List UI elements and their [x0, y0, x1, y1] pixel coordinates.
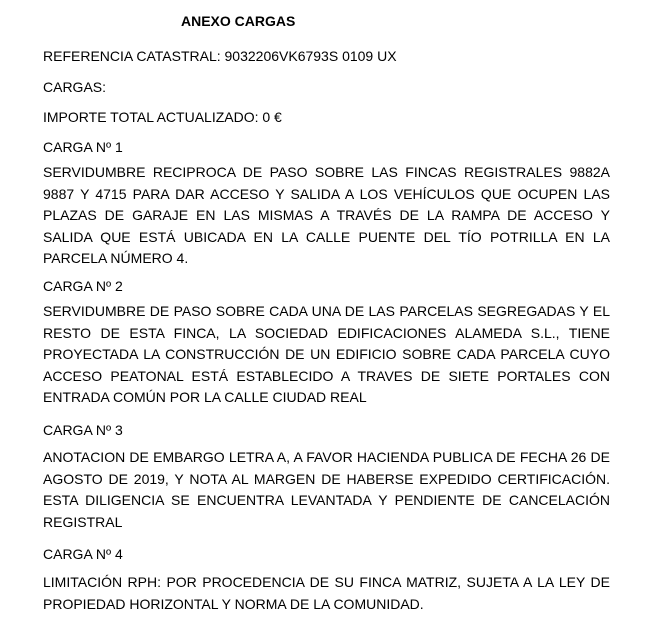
carga-4-heading: CARGA Nº 4	[43, 546, 123, 562]
carga-3-text: ANOTACION DE EMBARGO LETRA A, A FAVOR HACIENDA PUBLICA DE FECHA 26 DE AGOSTO DE 2019, Y NOTA AL MARGEN DE HABERSE EXPEDIDO CERTIFICACIÓN. ESTA DILIGENCIA SE ENCUENTRA LEVANTADA Y PENDIENTE DE CANCELACIÓN REGISTRAL	[43, 449, 610, 530]
importe-total: IMPORTE TOTAL ACTUALIZADO: 0 €	[43, 109, 282, 125]
carga-2-heading: CARGA Nº 2	[43, 278, 123, 294]
carga-3-heading: CARGA Nº 3	[43, 422, 123, 438]
carga-1-text: SERVIDUMBRE RECIPROCA DE PASO SOBRE LAS FINCAS REGISTRALES 9882A 9887 Y 4715 PARA DAR ACCESO Y SALIDA A LOS VEHÍCULOS QUE OCUPEN LAS PLAZAS DE GARAJE EN LAS MISMAS A TRAVÉS DE LA RAMPA DE ACCESO Y SALIDA QUE ESTÁ UBICADA EN LA CALLE PUENTE DEL TÍO POTRILLA EN LA PARCELA NÚMERO 4.	[43, 164, 610, 266]
carga-1-heading: CARGA Nº 1	[43, 139, 123, 155]
referencia-catastral: REFERENCIA CATASTRAL: 9032206VK6793S 0109 UX	[43, 48, 397, 64]
carga-2-text: SERVIDUMBRE DE PASO SOBRE CADA UNA DE LAS PARCELAS SEGREGADAS Y EL RESTO DE ESTA FINCA, LA SOCIEDAD EDIFICACIONES ALAMEDA S.L., TIENE PROYECTADA LA CONSTRUCCIÓN DE UN EDIFICIO SOBRE CADA PARCELA CUYO ACCESO PEATONAL ESTÁ ESTABLECIDO A TRAVES DE SIETE PORTALES CON ENTRADA COMÚN POR LA CALLE CIUDAD REAL	[43, 303, 610, 405]
cargas-label: CARGAS:	[43, 79, 107, 95]
document-title: ANEXO CARGAS	[181, 13, 296, 29]
carga-4-text: LIMITACIÓN RPH: POR PROCEDENCIA DE SU FINCA MATRIZ, SUJETA A LA LEY DE PROPIEDAD HORIZONTAL Y NORMA DE LA COMUNIDAD.	[43, 574, 610, 612]
